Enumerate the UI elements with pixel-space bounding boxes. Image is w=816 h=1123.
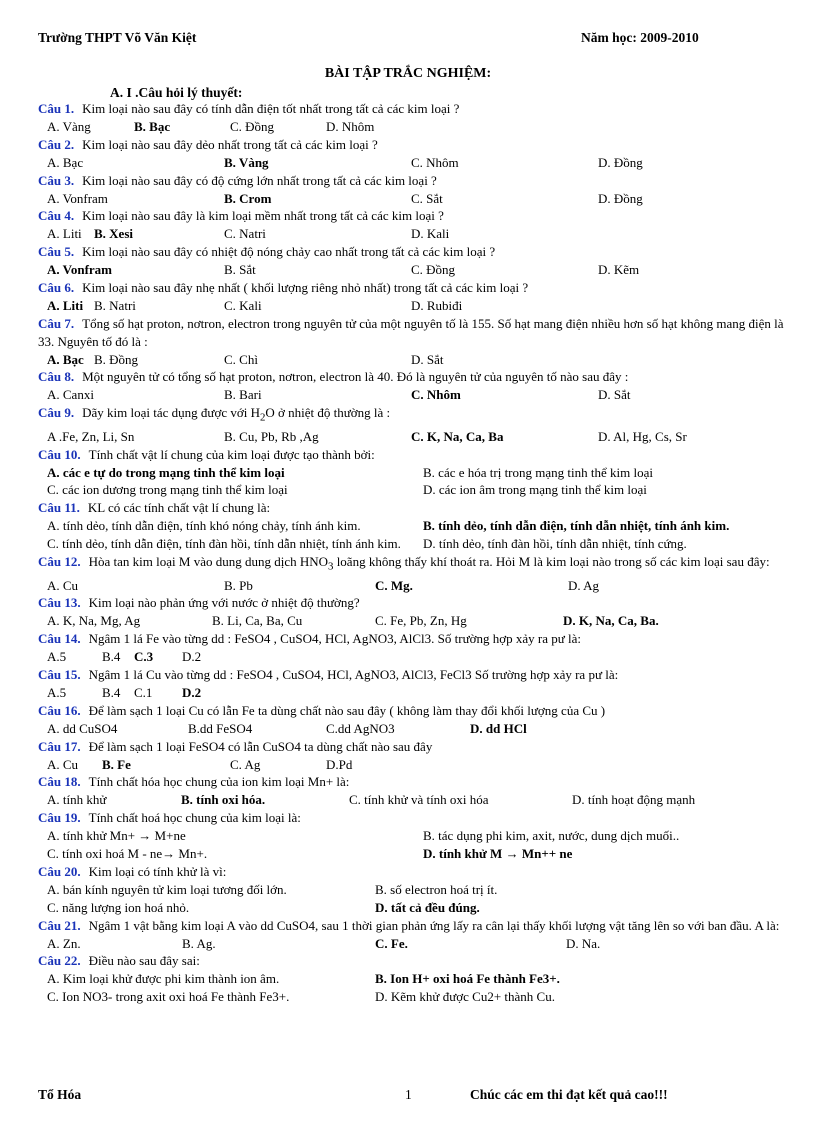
- question-21: [38, 917, 788, 935]
- question-label: Câu 15.: [38, 667, 81, 683]
- question-6: [38, 279, 788, 297]
- school-name: Trường THPT Võ Văn Kiệt: [38, 30, 197, 45]
- answer-row: [38, 154, 788, 172]
- option-b: B. Sắt: [224, 262, 256, 278]
- option-a: A .Fe, Zn, Li, Sn: [47, 428, 135, 444]
- answer-row: [38, 118, 788, 136]
- question-text: Tổng số hạt proton, nơtron, electron trong nguyên tử của một nguyên tố là 155. Số hạt mang điện nhiều hơn số hạt không mang điện là 33. Nguyên tố đó là :: [38, 315, 784, 349]
- option-a: A.5: [47, 649, 67, 665]
- answer-row: [38, 791, 788, 809]
- option-c: C.1: [134, 684, 153, 700]
- option-b: B. số electron hoá trị ít.: [375, 881, 498, 897]
- answer-row: [38, 881, 788, 899]
- question-15: [38, 666, 788, 684]
- option-d: D. K, Na, Ca, Ba.: [563, 613, 659, 629]
- option-d: D. Sắt: [598, 387, 631, 403]
- option-b: B. Vàng: [224, 154, 269, 170]
- option-c: C.dd AgNO3: [326, 720, 395, 736]
- option-b: B. Natri: [94, 297, 136, 313]
- question-label: Câu 20.: [38, 863, 81, 879]
- question-list: [38, 100, 788, 1006]
- option-b: B. Cu, Pb, Rb ,Ag: [224, 428, 319, 444]
- question-text: O ở nhiệt độ thường là :: [265, 405, 391, 421]
- option-d: D.2: [182, 649, 202, 665]
- option-c: C. tính khử và tính oxi hóa: [349, 792, 489, 808]
- option-a: A. dd CuSO4: [47, 720, 118, 736]
- question-19: [38, 809, 788, 827]
- option-a: A. K, Na, Mg, Ag: [47, 613, 141, 629]
- option-c: C. Nhôm: [411, 154, 459, 170]
- question-17: [38, 738, 788, 756]
- answer-row: [38, 481, 788, 499]
- page-title: BÀI TẬP TRẮC NGHIỆM:: [324, 66, 492, 81]
- answer-row: [38, 845, 788, 863]
- option-c: C. Đồng: [411, 262, 456, 278]
- option-a: A. Cu: [47, 577, 79, 593]
- question-text: Kim loại nào sau đây có tính dẫn điện tốt nhất trong tất cả các kim loại ?: [82, 101, 460, 116]
- option-b: B. tính dẻo, tính dẫn điện, tính dẫn nhiệt, tính ánh kim.: [423, 518, 730, 534]
- question-label: Câu 4.: [38, 208, 75, 224]
- option-c: C. các ion dương trong mạng tinh thể kim loại: [47, 482, 288, 498]
- option-c: C. tính oxi hoá M - ne→ Mn+.: [47, 846, 208, 862]
- option-b: B. Ag.: [182, 935, 216, 951]
- answer-row: [38, 517, 788, 535]
- option-d: D. Rubiđi: [411, 297, 463, 313]
- question-22: [38, 952, 788, 970]
- question-text: Tính chất hóa học chung của ion kim loại Mn+ là:: [88, 774, 350, 790]
- answer-row: [38, 827, 788, 845]
- option-c: C. Sắt: [411, 190, 443, 206]
- answer-row: [38, 684, 788, 702]
- question-7: [38, 315, 788, 351]
- option-d: D. Đồng: [598, 190, 643, 206]
- answer-row: [38, 970, 788, 988]
- question-5: [38, 243, 788, 261]
- footer-message: Chúc các em thi đạt kết quả cao!!!: [470, 1087, 668, 1102]
- question-text: loãng không thấy khí thoát ra. Hỏi M là kim loại nào trong số các kim loại sau đây:: [333, 554, 770, 570]
- option-c: C.3: [134, 649, 154, 665]
- option-d: D. Kali: [411, 226, 450, 242]
- question-text: Ngâm 1 vật bằng kim loại A vào dd CuSO4, sau 1 thời gian phản ứng lấy ra cân lại thấy khối lượng vật tăng lên so với ban đầu. A là:: [88, 917, 780, 933]
- option-b: B. Pb: [224, 577, 253, 593]
- option-b: B. Bạc: [134, 118, 171, 134]
- question-13: [38, 594, 788, 612]
- question-18: [38, 773, 788, 791]
- answer-row: [38, 899, 788, 917]
- option-c: C. Chì: [224, 351, 258, 367]
- option-a: A. Bạc: [47, 154, 84, 170]
- option-d: D. tính hoạt động mạnh: [572, 792, 696, 808]
- question-2: [38, 136, 788, 154]
- question-text: Một nguyên tử có tổng số hạt proton, nơtron, electron là 40. Đó là nguyên tử của nguyên tố nào sau đây :: [82, 369, 629, 385]
- option-b: B. Ion H+ oxi hoá Fe thành Fe3+.: [375, 971, 560, 987]
- question-12: [38, 553, 788, 577]
- question-label: Câu 3.: [38, 172, 75, 188]
- option-a: A. Kim loại khử được phi kim thành ion âm.: [47, 971, 280, 987]
- question-14: [38, 630, 788, 648]
- option-d: D. Al, Hg, Cs, Sr: [598, 428, 687, 444]
- question-label: Câu 2.: [38, 136, 75, 152]
- option-c: C. Fe, Pb, Zn, Hg: [375, 613, 467, 629]
- answer-row: [38, 756, 788, 774]
- option-a: A. Canxi: [47, 387, 94, 403]
- option-b: B.dd FeSO4: [188, 720, 253, 736]
- answer-row: [38, 988, 788, 1006]
- option-d: D. tính khử M → Mn++ ne: [423, 846, 573, 862]
- question-text: Kim loại nào phản ứng với nước ở nhiệt độ thường?: [88, 595, 360, 611]
- option-d: D. Đồng: [598, 154, 643, 170]
- answer-row: [38, 612, 788, 630]
- question-label: Câu 5.: [38, 244, 75, 260]
- answer-row: [38, 464, 788, 482]
- question-label: Câu 13.: [38, 595, 81, 611]
- option-a: A. Bạc: [47, 351, 84, 367]
- question-text: KL có các tính chất vật lí chung là:: [87, 500, 271, 516]
- question-label: Câu 21.: [38, 917, 81, 933]
- question-11: [38, 499, 788, 517]
- option-c: C. Ag: [230, 756, 261, 772]
- question-label: Câu 11.: [38, 500, 80, 516]
- answer-row: [38, 720, 788, 738]
- question-label: Câu 19.: [38, 810, 81, 826]
- question-text: Kim loại nào sau đây dẻo nhất trong tất cả các kim loại ?: [82, 136, 378, 152]
- option-b: B. Crom: [224, 190, 272, 206]
- question-label: Câu 17.: [38, 738, 81, 754]
- option-a: A. Liti: [47, 226, 82, 242]
- question-label: Câu 22.: [38, 953, 81, 969]
- option-c: C. Ion NO3- trong axit oxi hoá Fe thành Fe3+.: [47, 989, 290, 1005]
- answer-row: [38, 297, 788, 315]
- option-b: B. tính oxi hóa.: [181, 792, 266, 808]
- answer-row: [38, 351, 788, 369]
- question-8: [38, 368, 788, 386]
- option-d: D. tính dẻo, tính đàn hồi, tính dẫn nhiệt, tính cứng.: [423, 536, 687, 552]
- answer-row: [38, 535, 788, 553]
- answer-row: [38, 935, 788, 953]
- question-text: Hòa tan kim loại M vào dung dung dịch HNO: [88, 554, 329, 570]
- option-c: C. Natri: [224, 226, 266, 242]
- option-b: B. Xesi: [94, 226, 133, 242]
- option-d: D.2: [182, 684, 202, 700]
- question-label: Câu 16.: [38, 702, 81, 718]
- option-c: C. Mg.: [375, 577, 413, 593]
- option-d: D.Pd: [326, 756, 353, 772]
- option-c: C. tính dẻo, tính dẫn điện, tính đàn hồi, tính dẫn nhiệt, tính ánh kim.: [47, 536, 401, 552]
- option-c: C. Fe.: [375, 935, 408, 951]
- option-d: D. các ion âm trong mạng tinh thể kim loại: [423, 482, 647, 498]
- option-d: D. Kẽm: [598, 262, 640, 278]
- option-b: B. Fe: [102, 756, 131, 772]
- question-text: Tính chất hoá học chung của kim loại là:: [88, 810, 301, 826]
- answer-row: [38, 190, 788, 208]
- question-text: Điều nào sau đây sai:: [88, 953, 200, 969]
- page-number: 1: [405, 1087, 412, 1102]
- question-text: Kim loại nào sau đây có nhiệt độ nóng chảy cao nhất trong tất cả các kim loại ?: [82, 244, 496, 260]
- question-label: Câu 10.: [38, 446, 81, 462]
- option-b: B. Li, Ca, Ba, Cu: [212, 613, 303, 629]
- question-9: [38, 404, 788, 428]
- question-4: [38, 207, 788, 225]
- option-d: D. Na.: [566, 935, 601, 951]
- option-a: A. tính khử: [47, 792, 107, 808]
- option-a: A. Vonfram: [47, 190, 108, 206]
- question-label: Câu 14.: [38, 631, 81, 647]
- option-a: A. bán kính nguyên tử kim loại tương đối lớn.: [47, 881, 287, 897]
- option-a: A. tính khử Mn+ → M+ne: [47, 828, 186, 844]
- answer-row: [38, 428, 788, 446]
- option-c: C. Nhôm: [411, 387, 461, 403]
- option-d: D. Nhôm: [326, 118, 375, 134]
- question-text: Dãy kim loại tác dụng được với H: [82, 405, 260, 421]
- question-text: Để làm sạch 1 loại Cu có lẫn Fe ta dùng chất nào sau đây ( không làm thay đổi khối lượng của Cu ): [88, 702, 606, 718]
- option-d: D. Ag: [568, 577, 600, 593]
- answer-row: [38, 261, 788, 279]
- question-label: Câu 6.: [38, 279, 75, 295]
- question-text: Để làm sạch 1 loại FeSO4 có lẫn CuSO4 ta dùng chất nào sau đây: [88, 738, 433, 754]
- answer-row: [38, 386, 788, 404]
- option-b: B. các e hóa trị trong mạng tinh thể kim loại: [423, 464, 653, 480]
- option-a: A.5: [47, 684, 67, 700]
- option-b: B. Bari: [224, 387, 262, 403]
- option-a: A. tính dẻo, tính dẫn điện, tính khó nóng chảy, tính ánh kim.: [47, 518, 361, 534]
- option-c: C. Kali: [224, 297, 262, 313]
- question-1: [38, 100, 788, 118]
- question-label: Câu 12.: [38, 554, 81, 570]
- question-text: Kim loại nào sau đây là kim loại mềm nhất trong tất cả các kim loại ?: [82, 208, 444, 224]
- option-b: B. tác dụng phi kim, axit, nước, dung dịch muối..: [423, 828, 680, 844]
- option-c: C. Đồng: [230, 118, 275, 134]
- subscript: 3: [328, 560, 334, 573]
- question-10: [38, 446, 788, 464]
- question-text: Kim loại nào sau đây có độ cứng lớn nhất trong tất cả các kim loại ?: [82, 172, 437, 188]
- question-text: Ngâm 1 lá Cu vào từng dd : FeSO4 , CuSO4, HCl, AgNO3, AlCl3, FeCl3 Số trường hợp xảy ra pư là:: [88, 667, 619, 683]
- option-c: C. K, Na, Ca, Ba: [411, 428, 504, 444]
- option-b: B. Đồng: [94, 351, 139, 367]
- question-label: Câu 7.: [38, 315, 75, 331]
- answer-row: [38, 225, 788, 243]
- subscript: 2: [259, 411, 266, 424]
- question-label: Câu 1.: [38, 101, 75, 116]
- option-d: D. Kẽm khử được Cu2+ thành Cu.: [375, 989, 555, 1005]
- question-text: Kim loại nào sau đây nhẹ nhất ( khối lượng riêng nhỏ nhất) trong tất cả các kim loại ?: [82, 279, 529, 295]
- question-text: Kim loại có tính khử là vì:: [88, 863, 227, 879]
- answer-row: [38, 648, 788, 666]
- answer-row: [38, 577, 788, 595]
- section-heading: A. I .Câu hỏi lý thuyết:: [110, 85, 243, 100]
- option-b: B.4: [102, 684, 121, 700]
- school-year: Năm học: 2009-2010: [581, 30, 699, 45]
- footer-department: Tổ Hóa: [38, 1087, 82, 1102]
- question-label: Câu 8.: [38, 369, 75, 385]
- question-16: [38, 702, 788, 720]
- option-d: D. Sắt: [411, 351, 444, 367]
- option-d: D. tất cả đều đúng.: [375, 899, 480, 915]
- option-a: A. Cu: [47, 756, 79, 772]
- option-a: A. Vàng: [47, 118, 91, 134]
- option-d: D. dd HCl: [470, 720, 527, 736]
- question-label: Câu 18.: [38, 774, 81, 790]
- question-3: [38, 172, 788, 190]
- option-c: C. năng lượng ion hoá nhỏ.: [47, 899, 190, 915]
- option-b: B.4: [102, 649, 121, 665]
- question-text: Tính chất vật lí chung của kim loại được tạo thành bởi:: [88, 446, 375, 462]
- question-label: Câu 9.: [38, 405, 75, 421]
- question-20: [38, 863, 788, 881]
- option-a: A. Zn.: [47, 935, 81, 951]
- option-a: A. các e tự do trong mạng tinh thể kim loại: [47, 464, 285, 480]
- option-a: A. Liti: [47, 297, 84, 313]
- question-text: Ngâm 1 lá Fe vào từng dd : FeSO4 , CuSO4, HCl, AgNO3, AlCl3. Số trường hợp xảy ra pư là:: [88, 631, 582, 647]
- option-a: A. Vonfram: [47, 262, 113, 278]
